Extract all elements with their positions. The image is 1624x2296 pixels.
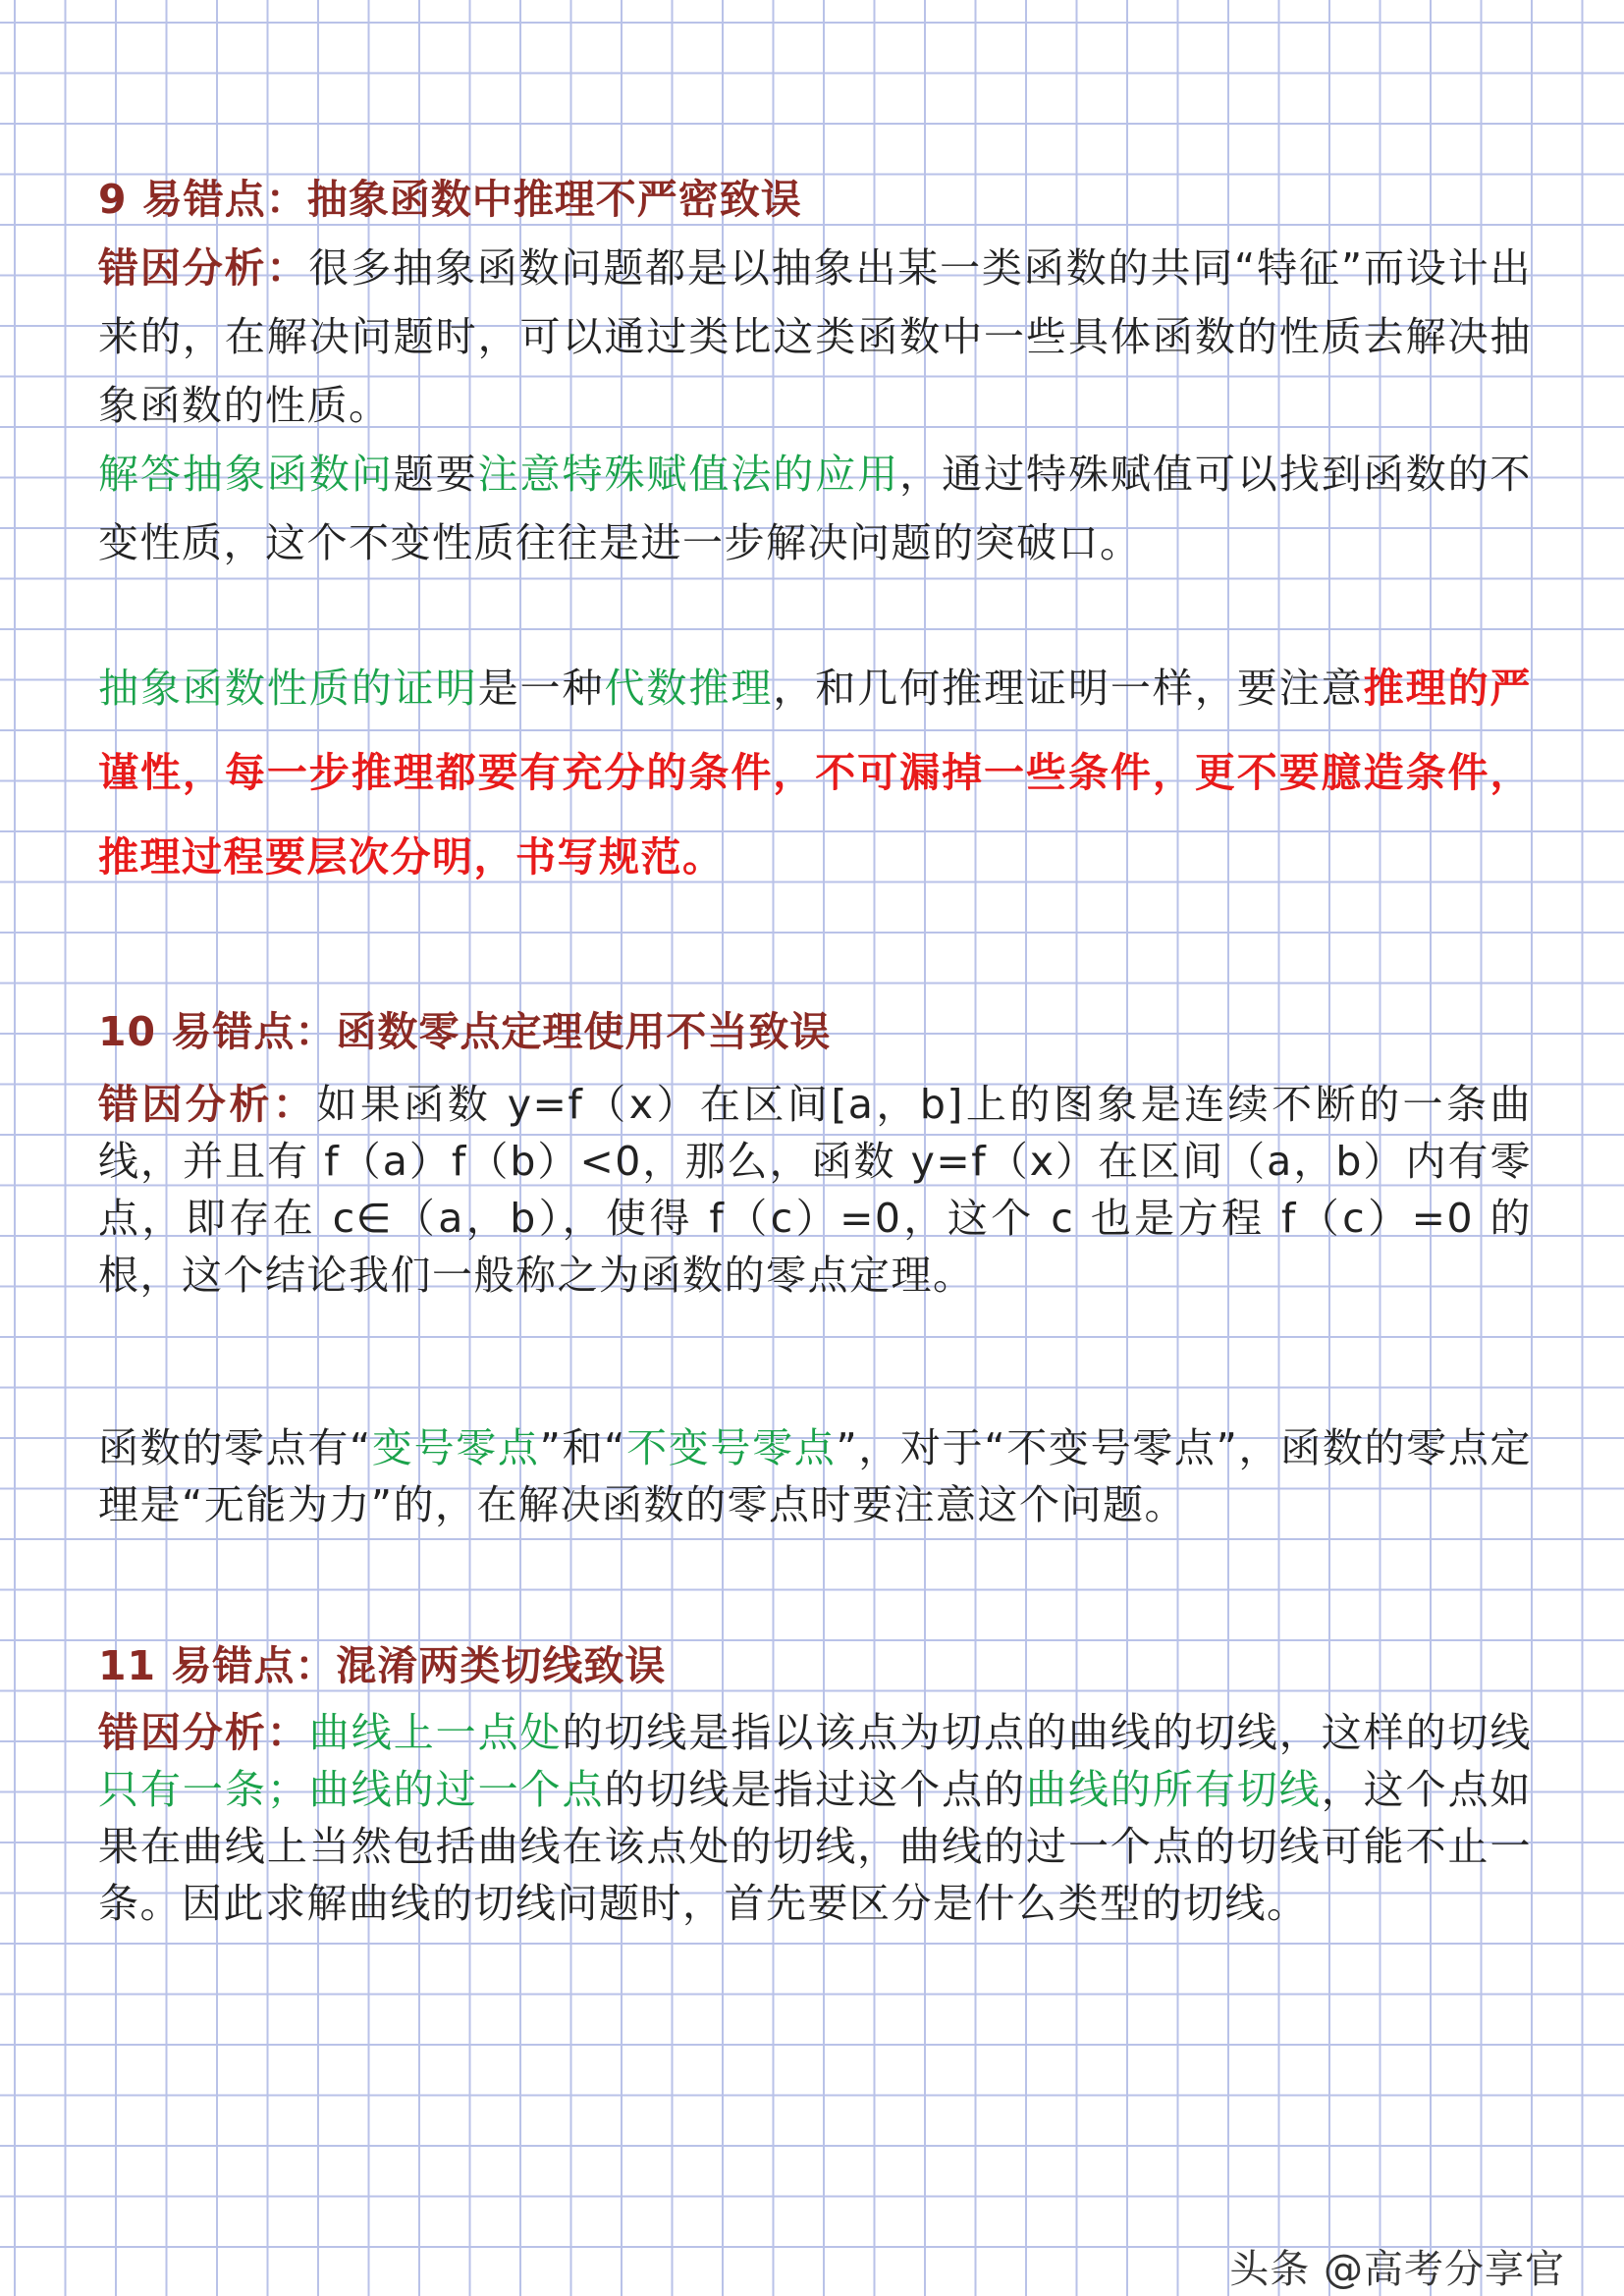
document-body — [98, 165, 1532, 1932]
highlight-green: 抽象函数性质的证明 — [98, 665, 478, 712]
paragraph-text: ”和“ — [539, 1424, 626, 1471]
analysis-text: 如果函数 y=f（x）在区间[a，b]上的图象是连续不断的一条曲线，并且有 f（a）f（b）<0，那么，函数 y=f（x）在区间（a，b）内有零点，即存在 c∈（a，b），使得 f（c）=0，这个 c 也是方程 f（c）=0 的根，这个结论我们一般称之为函数的零点定理。 — [98, 1081, 1532, 1299]
analysis-label: 错因分析： — [98, 1081, 317, 1128]
highlight-green: 只有一条；曲线的过一个点 — [98, 1766, 605, 1813]
section-9-analysis — [98, 234, 1532, 440]
section-10-paragraph-2 — [98, 1419, 1532, 1533]
paragraph-text: ，通过特殊赋值可以找到函数的不变性质，这个不变性质往往是进一步解决问题的突破口。 — [98, 451, 1533, 566]
paragraph-text: 是一种 — [477, 665, 605, 712]
highlight-green: 代数推理 — [604, 665, 774, 712]
section-11-analysis — [98, 1704, 1532, 1932]
highlight-red: 推理的严谨性，每一步推理都要有充分的条件，不可漏掉一些条件，更不要臆造条件，推理过程要层次分明，书写规范。 — [98, 665, 1533, 881]
section-11-heading: 11 易错点：混淆两类切线致误 — [98, 1642, 667, 1689]
highlight-green: 解答抽象函数问 — [98, 451, 394, 498]
section-9-heading: 9 易错点：抽象函数中推理不严密致误 — [98, 176, 802, 223]
highlight-green: 注意特殊赋值法的应用 — [477, 451, 900, 498]
spacer — [98, 1304, 1532, 1419]
paragraph-text: 的切线是指以该点为切点的曲线的切线，这样的切线 — [562, 1709, 1533, 1756]
analysis-text: 很多抽象函数问题都是以抽象出某一类函数的共同“特征”而设计出来的，在解决问题时，可以通过类比这类函数中一些具体函数的性质去解决抽象函数的性质。 — [98, 244, 1533, 429]
paragraph-text: ，这个点如果在曲线上当然包括曲线在该点处的切线，曲线的过一个点的切线可能不止一条。因此求解曲线的切线问题时，首先要区分是什么类型的切线。 — [98, 1766, 1533, 1927]
paragraph-text: 题要 — [393, 451, 478, 498]
section-10-analysis — [98, 1076, 1532, 1304]
paragraph-text: ，和几何推理证明一样，要注意 — [773, 665, 1364, 712]
source-watermark: 头条 @高考分享官 — [1229, 2247, 1565, 2292]
analysis-label: 错因分析： — [98, 244, 309, 292]
paragraph-text: 函数的零点有“ — [98, 1424, 372, 1471]
section-10-heading: 10 易错点：函数零点定理使用不当致误 — [98, 1008, 832, 1055]
highlight-green: 曲线的所有切线 — [1026, 1766, 1322, 1813]
paragraph-text: 的切线是指过这个点的 — [604, 1766, 1027, 1813]
section-9-paragraph-3 — [98, 646, 1532, 899]
spacer — [98, 577, 1532, 646]
paragraph-text: ”，对于“不变号零点”，函数的零点定理是“无能为力”的，在解决函数的零点时要注意这个问题。 — [98, 1424, 1533, 1528]
highlight-green: 曲线上一点处 — [308, 1709, 563, 1756]
highlight-green: 变号零点 — [371, 1424, 540, 1471]
highlight-green: 不变号零点 — [625, 1424, 837, 1471]
analysis-label: 错因分析： — [98, 1709, 309, 1756]
section-9-paragraph-2 — [98, 440, 1532, 577]
spacer — [98, 1533, 1532, 1631]
spacer — [98, 899, 1532, 997]
